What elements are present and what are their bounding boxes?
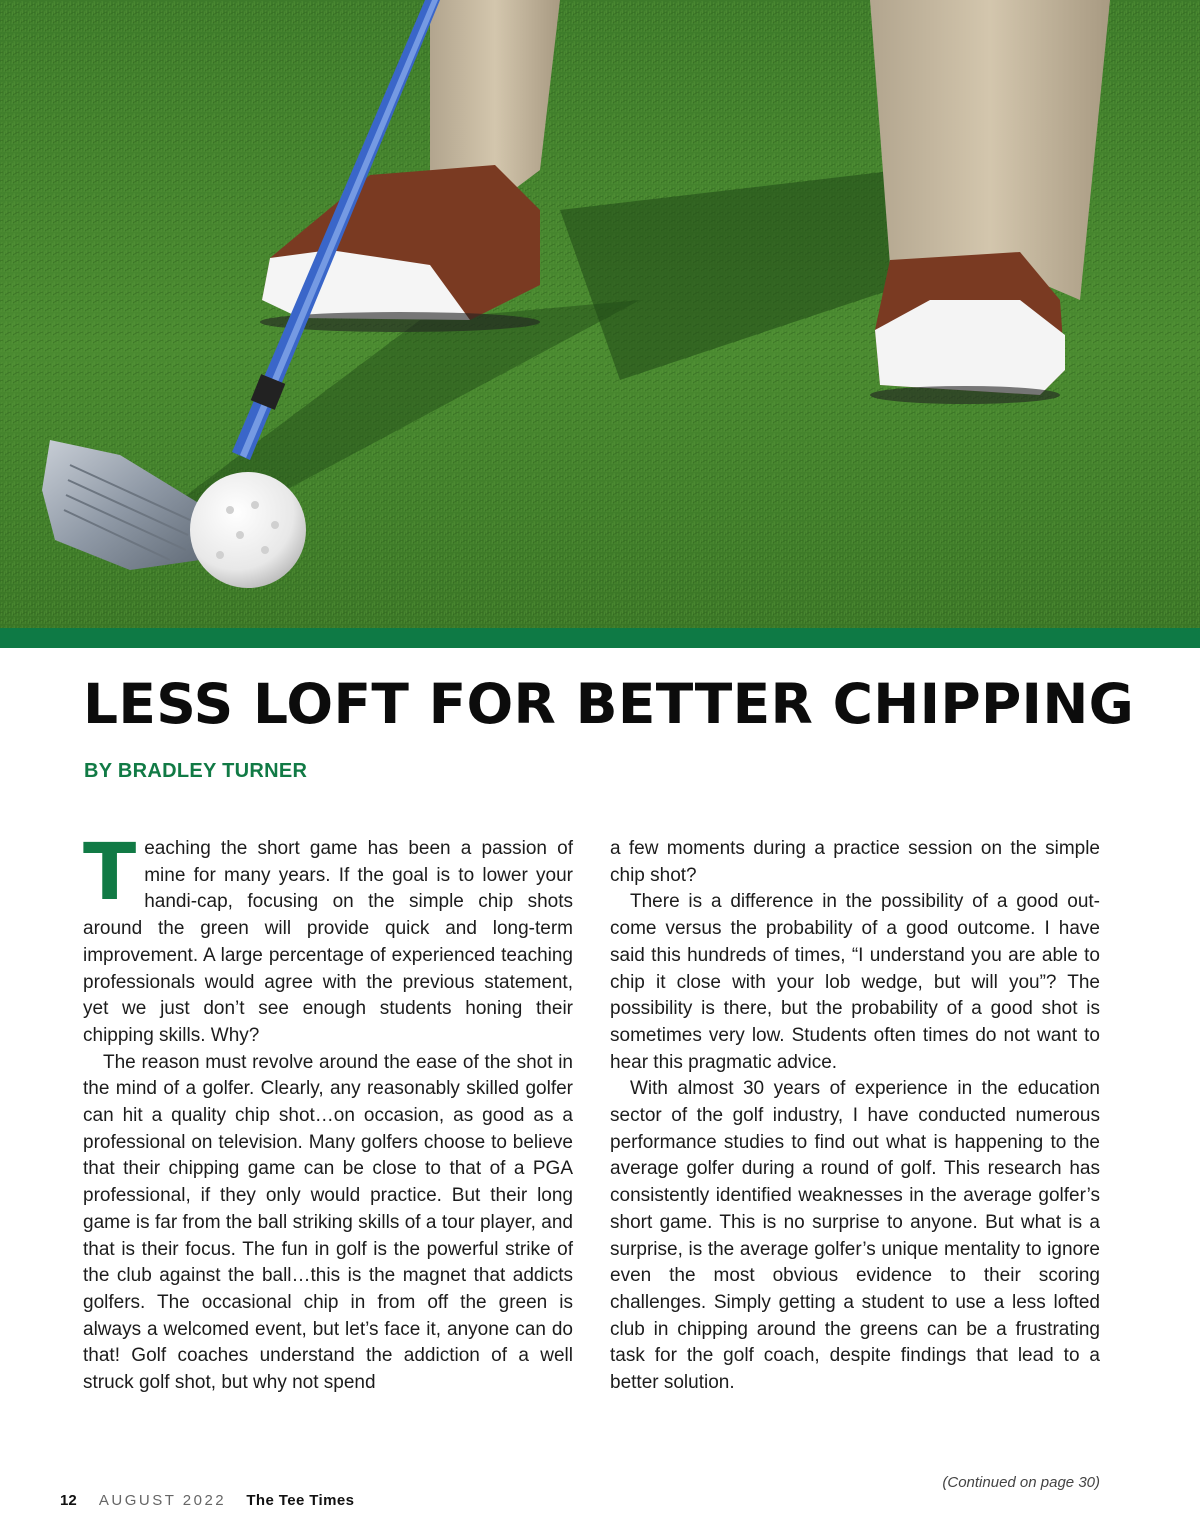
paragraph (83, 828, 573, 1050)
continued-note: (Continued on page 30) (942, 1474, 1100, 1491)
hero-photo (0, 0, 1200, 628)
right-column (610, 836, 1100, 1397)
paragraph: There is a difference in the possibility of a good out-come versus the probability of a good outcome. I have said this hundreds of times, “I understand you are able to chip it close with your lob wedge, but will you”? The possibility is there, but the probability of a good shot is sometimes very low. Students often times do not want to hear this pragmatic advice. (610, 891, 1100, 1073)
golf-photo-illustration (0, 0, 1200, 628)
page-footer (60, 1492, 660, 1509)
article-title: LESS LOFT FOR BETTER CHIPPING (83, 672, 1135, 736)
paragraph: With almost 30 years of experience in the education sector of the golf industry, I have conducted numerous performance studies to find out what is happening to the average golfer during a round of golf. This research has consistently identified weaknesses in the average golfer’s short game. This is no surprise to anyone. But what is a surprise, is the average golfer’s unique mentality to ignore even the most obvious evidence to their scoring challenges. Simply getting a student to use a less lofted club in chipping around the greens can be a frustrating task for the golf coach, despite findings that lead to a better solution. (610, 1078, 1100, 1394)
paragraph: a few moments during a practice session on the simple chip shot? (610, 838, 1100, 886)
accent-bar (0, 628, 1200, 648)
issue-date: AUGUST 2022 (98, 1492, 227, 1509)
page-number: 12 (60, 1492, 77, 1509)
publication-name: The Tee Times (246, 1492, 355, 1509)
paragraph-text: eaching the short game has been a passion of mine for many years. If the goal is to lower your handi-cap, focusing on the simple chip shots around the green will provide quick and long-term improvement. A large percentage of experienced teaching professionals would agree with the previous statement, yet we just don’t see enough students honing their chipping skills. Why? (83, 838, 573, 1046)
byline: BY BRADLEY TURNER (84, 760, 308, 782)
drop-cap: T (83, 828, 137, 918)
left-column (83, 828, 573, 1397)
paragraph: The reason must revolve around the ease of the shot in the mind of a golfer. Clearly, any reasonably skilled golfer can hit a quality chip shot…on occasion, as good as a professional on television. Many golfers choose to believe that their chipping game can be close to that of a PGA professional, if they only would practice. But their long game is far from the ball striking skills of a tour player, and that is their focus. The fun in golf is the powerful strike of the club against the ball…this is the magnet that addicts golfers. The occasional chip in from off the green is always a welcomed event, but let’s face it, anyone can do that! Golf coaches understand the addiction of a well struck golf shot, but why not spend (83, 1051, 573, 1394)
